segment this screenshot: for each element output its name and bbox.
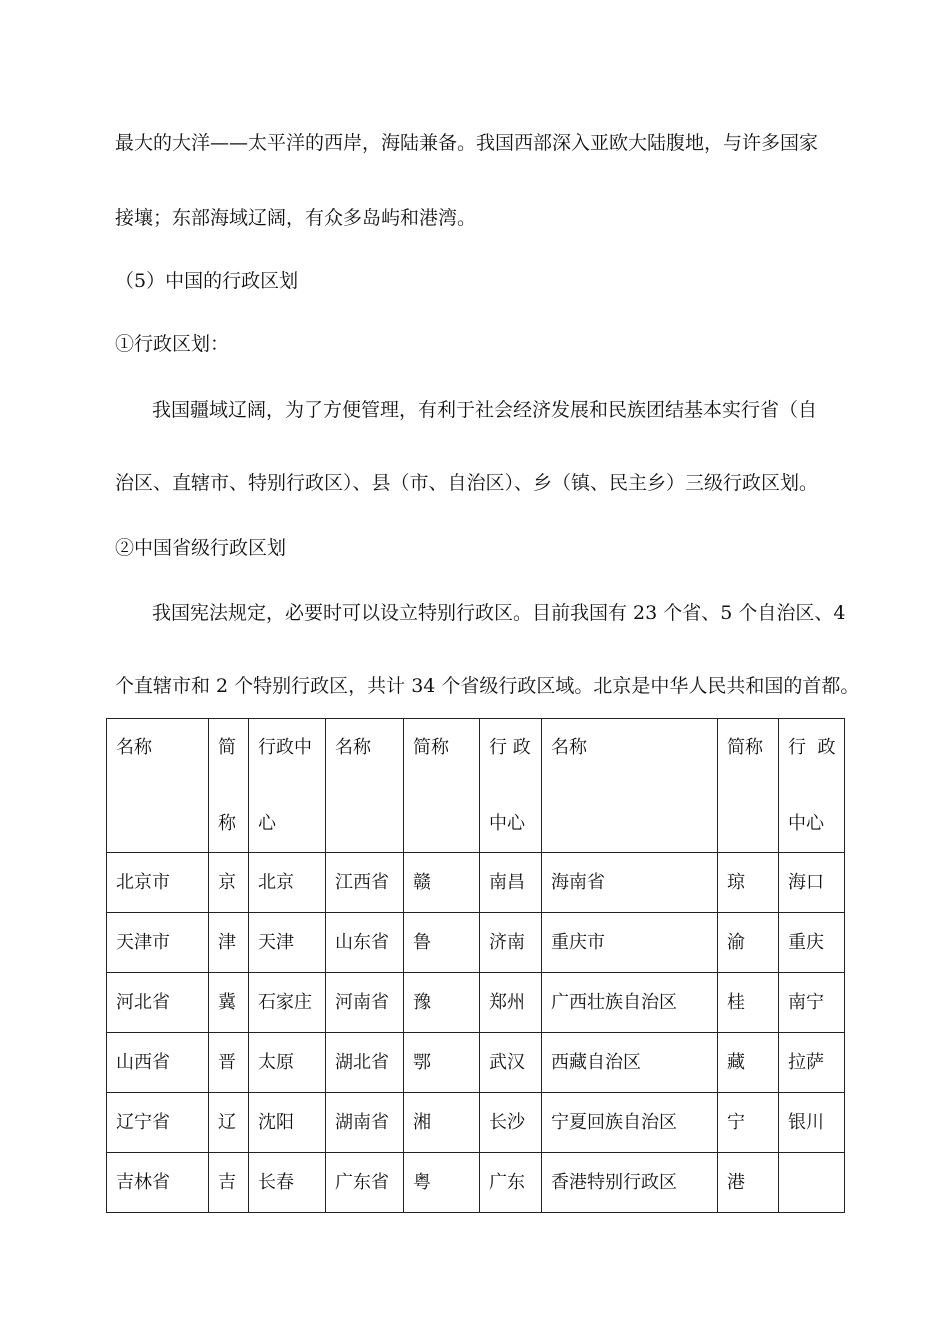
subheading-provincial-divisions: ②中国省级行政区划: [115, 537, 287, 559]
table-cell: [779, 1153, 845, 1213]
table-cell: 琼: [718, 853, 779, 913]
paragraph-line-5: 我国宪法规定，必要时可以设立特别行政区。目前我国有 23 个省、5 个自治区、4: [152, 602, 846, 624]
table-row: [107, 1033, 845, 1093]
table-cell: 河北省: [107, 973, 209, 1033]
table-cell: 鄂: [404, 1033, 480, 1093]
paragraph-line-4: 治区、直辖市、特别行政区）、县（市、自治区）、乡（镇、民主乡）三级行政区划。: [115, 472, 819, 494]
table-cell: 渝: [718, 913, 779, 973]
header-abbr-3: 简称: [718, 719, 779, 853]
header-name-2: 名称: [326, 719, 404, 853]
table-cell: 天津: [249, 913, 326, 973]
table-cell: 南宁: [779, 973, 845, 1033]
table-cell: 河南省: [326, 973, 404, 1033]
table-cell: 重庆市: [542, 913, 718, 973]
table-cell: 香港特别行政区: [542, 1153, 718, 1213]
table-cell: 鲁: [404, 913, 480, 973]
table-cell: 天津市: [107, 913, 209, 973]
paragraph-line-3: 我国疆域辽阔，为了方便管理，有利于社会经济发展和民族团结基本实行省（自: [152, 399, 818, 421]
table-row: [107, 973, 845, 1033]
table-header-row: [107, 719, 845, 853]
table-cell: 江西省: [326, 853, 404, 913]
table-cell: 晋: [209, 1033, 249, 1093]
table-cell: 赣: [404, 853, 480, 913]
table-cell: 辽: [209, 1093, 249, 1153]
table-cell: 豫: [404, 973, 480, 1033]
table-cell: 银川: [779, 1093, 845, 1153]
table-cell: 济南: [480, 913, 542, 973]
table-cell: 湖北省: [326, 1033, 404, 1093]
table-cell: 粤: [404, 1153, 480, 1213]
table-cell: 津: [209, 913, 249, 973]
header-name-1: 名称: [107, 719, 209, 853]
table-cell: 西藏自治区: [542, 1033, 718, 1093]
header-abbr-2: 简称: [404, 719, 480, 853]
table-cell: 海南省: [542, 853, 718, 913]
subheading-administrative-division: ①行政区划：: [115, 333, 230, 355]
table-cell: 山西省: [107, 1033, 209, 1093]
table-cell: 冀: [209, 973, 249, 1033]
table-cell: 广东: [480, 1153, 542, 1213]
table-cell: 南昌: [480, 853, 542, 913]
table-cell: 港: [718, 1153, 779, 1213]
paragraph-line-6: 个直辖市和 2 个特别行政区，共计 34 个省级行政区域。北京是中华人民共和国的首都。: [115, 675, 860, 697]
table-cell: 长春: [249, 1153, 326, 1213]
table-cell: 湖南省: [326, 1093, 404, 1153]
table-cell: 海口: [779, 853, 845, 913]
header-center-1: 行政中 心: [249, 719, 326, 853]
table-row: [107, 1093, 845, 1153]
table-cell: 太原: [249, 1033, 326, 1093]
table-cell: 宁夏回族自治区: [542, 1093, 718, 1153]
table-cell: 广西壮族自治区: [542, 973, 718, 1033]
header-abbr-1: 简 称: [209, 719, 249, 853]
table-cell: 北京: [249, 853, 326, 913]
table-cell: 湘: [404, 1093, 480, 1153]
table-cell: 广东省: [326, 1153, 404, 1213]
table-cell: 郑州: [480, 973, 542, 1033]
table-row: [107, 853, 845, 913]
table-cell: 吉林省: [107, 1153, 209, 1213]
provincial-divisions-table: [106, 718, 845, 1213]
table-cell: 辽宁省: [107, 1093, 209, 1153]
table-cell: 京: [209, 853, 249, 913]
table-cell: 北京市: [107, 853, 209, 913]
table-cell: 藏: [718, 1033, 779, 1093]
table-row: [107, 1153, 845, 1213]
paragraph-line-2: 接壤；东部海域辽阔，有众多岛屿和港湾。: [115, 207, 477, 229]
header-center-2: 行 政 中心: [480, 719, 542, 853]
table-cell: 拉萨: [779, 1033, 845, 1093]
paragraph-line-1: 最大的大洋——太平洋的西岸，海陆兼备。我国西部深入亚欧大陆腹地，与许多国家: [115, 132, 819, 154]
header-center-3: 行 政 中心: [779, 719, 845, 853]
header-name-3: 名称: [542, 719, 718, 853]
table-cell: 石家庄: [249, 973, 326, 1033]
table-cell: 桂: [718, 973, 779, 1033]
table-cell: 宁: [718, 1093, 779, 1153]
table-cell: 长沙: [480, 1093, 542, 1153]
table-cell: 重庆: [779, 913, 845, 973]
table-cell: 吉: [209, 1153, 249, 1213]
table-cell: 山东省: [326, 913, 404, 973]
table-cell: 武汉: [480, 1033, 542, 1093]
section-heading-administrative-division: （5）中国的行政区划: [115, 270, 299, 292]
table-row: [107, 913, 845, 973]
table-cell: 沈阳: [249, 1093, 326, 1153]
